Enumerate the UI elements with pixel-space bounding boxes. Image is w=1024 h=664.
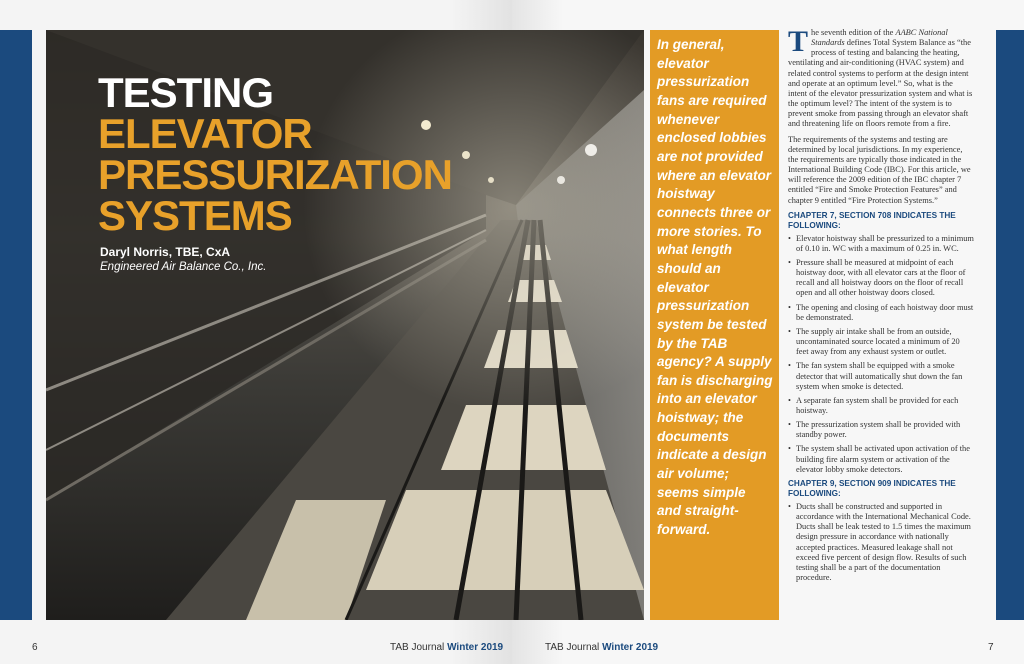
article-headline [98, 69, 452, 239]
section-heading-708: CHAPTER 7, SECTION 708 INDICATES THE FOLLOWING: [788, 210, 956, 230]
article-body-column [788, 25, 974, 587]
list-item: • The pressurization system shall be provided with standby power. [788, 420, 974, 440]
byline [100, 244, 266, 275]
left-edge-bar [0, 30, 32, 620]
list-item: • The fan system shall be equipped with a smoke detector that will automatically shut down the fan system when smoke is detected. [788, 361, 974, 391]
list-item: • Ducts shall be constructed and supported in accordance with the International Mechanical Code. Ducts shall be leak tested to 1.5 times the maximum design pressure in accordance with nationally accepted practices. Measured leakage shall not exceed five percent of design flow. Results of such testing shall be a part of the documentation procedure. [788, 502, 974, 583]
left-page-number: 6 [32, 642, 38, 653]
author-name: Daryl Norris, TBE, CxA [100, 245, 231, 259]
headline-line-1: TESTING [98, 69, 274, 116]
elevator-shaft-photo [46, 30, 644, 620]
section-909-list [788, 502, 974, 583]
author-organization: Engineered Air Balance Co., Inc. [100, 261, 267, 273]
list-item: • Elevator hoistway shall be pressurized to a minimum of 0.10 in. WC with a maximum of 0.25 in. WC. [788, 234, 974, 254]
intro-text-a: he seventh edition of the [811, 28, 896, 37]
paragraph-2: The requirements of the systems and testing are determined by local jurisdictions. In my experience, the requirements are typically those indicated in the International Building Code (IBC). For this article, we will reference the 2009 edition of the IBC chapter 7 entitled “Fire and Smoke Protection Features” and chapter 9 entitled “Fire Protection Systems.” [788, 134, 971, 205]
right-page-number: 7 [988, 642, 994, 653]
headline-line-3: PRESSURIZATION [98, 151, 452, 198]
list-item: • The system shall be activated upon activation of the building fire alarm system or activation of the elevator lobby smoke detectors. [788, 444, 974, 474]
intro-text-b: defines Total System Balance as “the process of testing and balancing the heating, ventilating and air-conditioning (HVAC system) and related control systems to perform at the design intent and operate at an optimum level.” So, what is the intent of the elevator pressurization system and what is the optimum level? The intent of the system is to prevent smoke from passing through an elevator shaft and threatening life on floors remote from a fire. [788, 38, 973, 129]
list-item: • The supply air intake shall be from an outside, uncontaminated source located a minimum of 20 feet away from any exhaust system or outlet. [788, 327, 974, 357]
intro-paragraph [788, 25, 974, 130]
pull-quote-text: In general, elevator pressurization fans are required whenever enclosed lobbies are not provided where an elevator hoistway connects three or more stories. To what length should an elevator pressurization system be tested by the TAB agency? A supply fan is discharging into an elevator hoistway; the documents indicate a design air volume; seems simple and straight-forward. [657, 37, 773, 538]
headline-line-2: ELEVATOR [98, 110, 312, 157]
list-item: • The opening and closing of each hoistway door must be demonstrated. [788, 303, 974, 323]
left-issue: Winter 2019 [447, 642, 504, 653]
right-journal-name: TAB Journal [545, 642, 600, 653]
right-issue: Winter 2019 [602, 642, 659, 653]
drop-cap: T [788, 25, 809, 58]
list-item: • Pressure shall be measured at midpoint of each hoistway door, with all elevator cars at the floor of recall and all hoistway doors on the floor of recall open and all other hoistway doors closed. [788, 258, 974, 299]
list-item: • A separate fan system shall be provided for each hoistway. [788, 396, 974, 416]
pull-quote-panel [650, 30, 779, 620]
intro-text-italic: AABC National Standards [811, 28, 948, 48]
left-journal-name: TAB Journal [390, 642, 445, 653]
left-footer-journal [390, 642, 503, 653]
section-708-list [788, 234, 974, 475]
headline-line-4: SYSTEMS [98, 192, 292, 239]
section-heading-909: CHAPTER 9, SECTION 909 INDICATES THE FOLLOWING: [788, 478, 956, 498]
right-edge-bar [996, 30, 1024, 620]
right-footer-journal [545, 642, 658, 653]
